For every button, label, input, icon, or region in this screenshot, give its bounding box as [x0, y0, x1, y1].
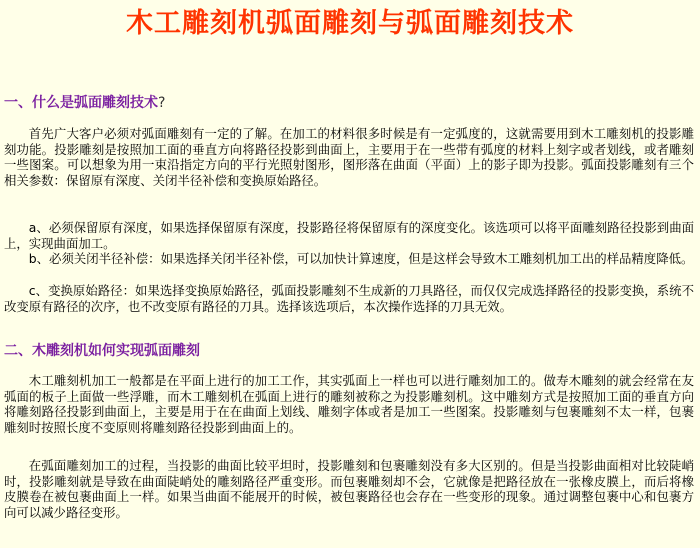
section1-item-a: a、必须保留原有深度，如果选择保留原有深度，投影路径将保留原有的深度变化。该选项可以将平面雕刻路径投影到曲面上，实现曲面加工。 — [4, 220, 694, 251]
section2-heading: 二、木雕刻机如何实现弧面雕刻 — [4, 343, 200, 359]
page-title: 木工雕刻机弧面雕刻与弧面雕刻技术 — [126, 8, 574, 39]
section1-heading — [4, 93, 165, 113]
section1-heading-text: 一、什么是弧面雕刻技术 — [4, 95, 158, 111]
section1-heading-mark: ? — [158, 95, 166, 111]
section1-item-c: c、变换原始路径：如果选择变换原始路径，弧面投影雕刻不生成新的刀具路径，而仅仅完成选择路径的投影变换，系统不改变原有路径的次序，也不改变原有路径的刀具。选择该选项后，本次操作选择的刀具无效。 — [4, 283, 694, 314]
section2-para2: 在弧面雕刻加工的过程，当投影的曲面比较平坦时，投影雕刻和包裹雕刻没有多大区别的。但是当投影曲面相对比较陡峭时，投影雕刻就是导致在曲面陡峭处的雕刻路径严重变形。而包裹雕刻却不会，它就像是把路径放在一张橡皮膜上，而后将橡皮膜卷在被包裹曲面上一样。如果当曲面不能展开的时候，被包裹路径也会存在一些变形的现象。通过调整包裹中心和包裹方向可以减少路径变形。 — [4, 458, 694, 520]
section1-intro: 首先广大客户必须对弧面雕刻有一定的了解。在加工的材料很多时候是有一定弧度的，这就需要用到木工雕刻机的投影雕刻功能。投影雕刻是按照加工面的垂直方向将路径投影到曲面上，主要用于在一些带有弧度的材料上刻字或者划线，或者雕刻一些图案。可以想象为用一束沿指定方向的平行光照射图形，图形落在曲面（平面）上的影子即为投影。弧面投影雕刻有三个相关参数：保留原有深度、关闭半径补偿和变换原始路径。 — [4, 126, 694, 188]
section2-para1: 木工雕刻机加工一般都是在平面上进行的加工工作，其实弧面上一样也可以进行雕刻加工的。做寿木雕刻的就会经常在友弧面的板子上面做一些浮雕，而木工雕刻机在弧面上进行的雕刻被称之为投影雕刻机。这中雕刻方式是按照加工面的垂直方向将雕刻路径投影到曲面上，主要是用于在在曲面上划线、雕刻字体或者是加工一些图案。投影雕刻与包裹雕刻不太一样，包裹雕刻时按照长度不变原则将雕刻路径投影到曲面上的。 — [4, 373, 694, 435]
section1-item-b: b、必须关闭半径补偿：如果选择关闭半径补偿，可以加快计算速度，但是这样会导致木工雕刻机加工出的样品精度降低。 — [28, 251, 694, 266]
